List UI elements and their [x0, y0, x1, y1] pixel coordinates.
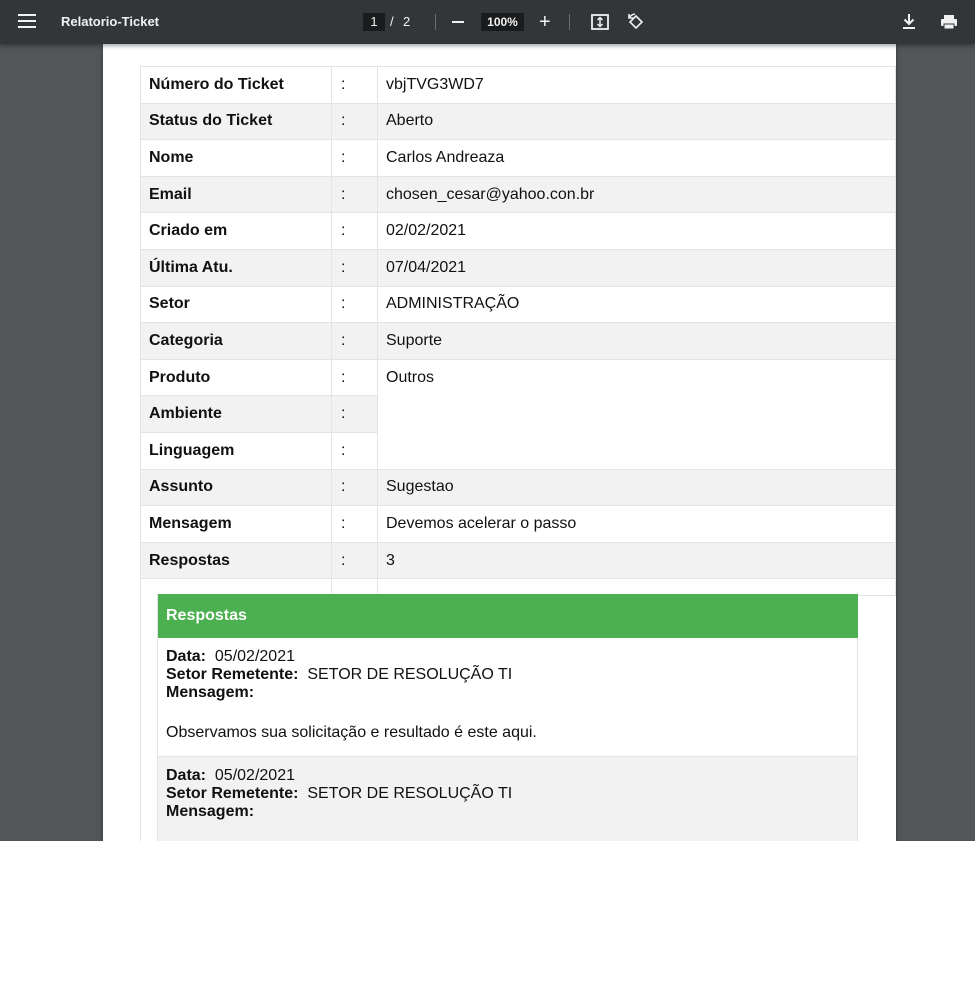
print-icon[interactable] [939, 12, 959, 37]
row-separator: : [332, 140, 378, 177]
response-message-line [166, 803, 848, 821]
response-date: 05/02/2021 [214, 767, 295, 784]
rotate-icon[interactable] [626, 12, 646, 37]
row-label: Última Atu. [141, 249, 332, 286]
response-message-line [166, 684, 848, 702]
toolbar-divider [435, 14, 436, 30]
row-separator: : [332, 396, 378, 433]
row-separator: : [332, 249, 378, 286]
response-message: Observamos sua solicitação e resultado é este aqui. [166, 724, 537, 741]
row-value: Devemos acelerar o passo [378, 506, 896, 543]
row-label: Criado em [141, 213, 332, 250]
table-row [141, 176, 896, 213]
message-label: Mensagem: [166, 803, 255, 820]
row-separator: : [332, 506, 378, 543]
response-date-line [166, 648, 848, 666]
table-row [141, 506, 896, 543]
row-value: 02/02/2021 [378, 213, 896, 250]
row-label: Produto [141, 359, 332, 396]
response-sector-line [166, 666, 848, 684]
response-sector-line [166, 785, 848, 803]
row-label: Mensagem [141, 506, 332, 543]
row-value: Outros [378, 359, 896, 469]
row-label: Linguagem [141, 432, 332, 469]
row-separator: : [332, 213, 378, 250]
response-date: 05/02/2021 [214, 648, 295, 665]
row-value: vbjTVG3WD7 [378, 67, 896, 104]
table-row [141, 140, 896, 177]
row-label: Assunto [141, 469, 332, 506]
row-label: Categoria [141, 323, 332, 360]
sector-label: Setor Remetente: [166, 785, 299, 802]
zoom-in-icon[interactable]: + [539, 11, 551, 33]
row-label: Status do Ticket [141, 103, 332, 140]
row-separator: : [332, 67, 378, 104]
row-label: Nome [141, 140, 332, 177]
row-value: ADMINISTRAÇÃO [378, 286, 896, 323]
pdf-toolbar [0, 0, 975, 44]
row-value: Carlos Andreaza [378, 140, 896, 177]
page-separator: / [390, 14, 394, 29]
table-row [141, 286, 896, 323]
page-number-input[interactable]: 1 [363, 13, 385, 31]
total-pages: 2 [403, 14, 411, 29]
row-value: Suporte [378, 323, 896, 360]
download-icon[interactable] [900, 12, 918, 37]
row-value: Sugestao [378, 469, 896, 506]
row-label: Email [141, 176, 332, 213]
row-value: chosen_cesar@yahoo.con.br [378, 176, 896, 213]
fit-page-icon[interactable] [590, 12, 610, 37]
sector-label: Setor Remetente: [166, 666, 299, 683]
response-sector: SETOR DE RESOLUÇÃO TI [307, 666, 513, 683]
row-label: Respostas [141, 542, 332, 579]
toolbar-divider [569, 14, 570, 30]
row-separator: : [332, 359, 378, 396]
row-separator: : [332, 432, 378, 469]
menu-icon[interactable] [18, 14, 36, 30]
table-row [141, 323, 896, 360]
row-separator: : [332, 323, 378, 360]
response-sector: SETOR DE RESOLUÇÃO TI [307, 785, 513, 802]
date-label: Data: [166, 767, 207, 784]
ticket-info-table [140, 66, 896, 596]
document-title: Relatorio-Ticket [61, 14, 160, 29]
row-separator: : [332, 469, 378, 506]
response-date-line [166, 767, 848, 785]
response-item [157, 757, 858, 841]
row-label: Ambiente [141, 396, 332, 433]
row-value: Aberto [378, 103, 896, 140]
table-row [141, 469, 896, 506]
responses-header: Respostas [157, 594, 858, 638]
response-item [157, 638, 858, 757]
responses-strip [140, 594, 158, 841]
row-separator: : [332, 176, 378, 213]
zoom-level-input[interactable]: 100% [481, 13, 524, 31]
pdf-page [103, 44, 896, 841]
row-separator: : [332, 542, 378, 579]
row-value: 3 [378, 542, 896, 579]
table-row [141, 359, 896, 396]
row-separator: : [332, 103, 378, 140]
responses-section [140, 594, 858, 841]
row-value: 07/04/2021 [378, 249, 896, 286]
table-row [141, 249, 896, 286]
table-row [141, 103, 896, 140]
row-label: Setor [141, 286, 332, 323]
date-label: Data: [166, 648, 207, 665]
message-label: Mensagem: [166, 684, 255, 701]
row-separator: : [332, 286, 378, 323]
row-label: Número do Ticket [141, 67, 332, 104]
zoom-out-icon[interactable] [452, 21, 464, 23]
table-row [141, 213, 896, 250]
table-row [141, 67, 896, 104]
table-row [141, 542, 896, 579]
